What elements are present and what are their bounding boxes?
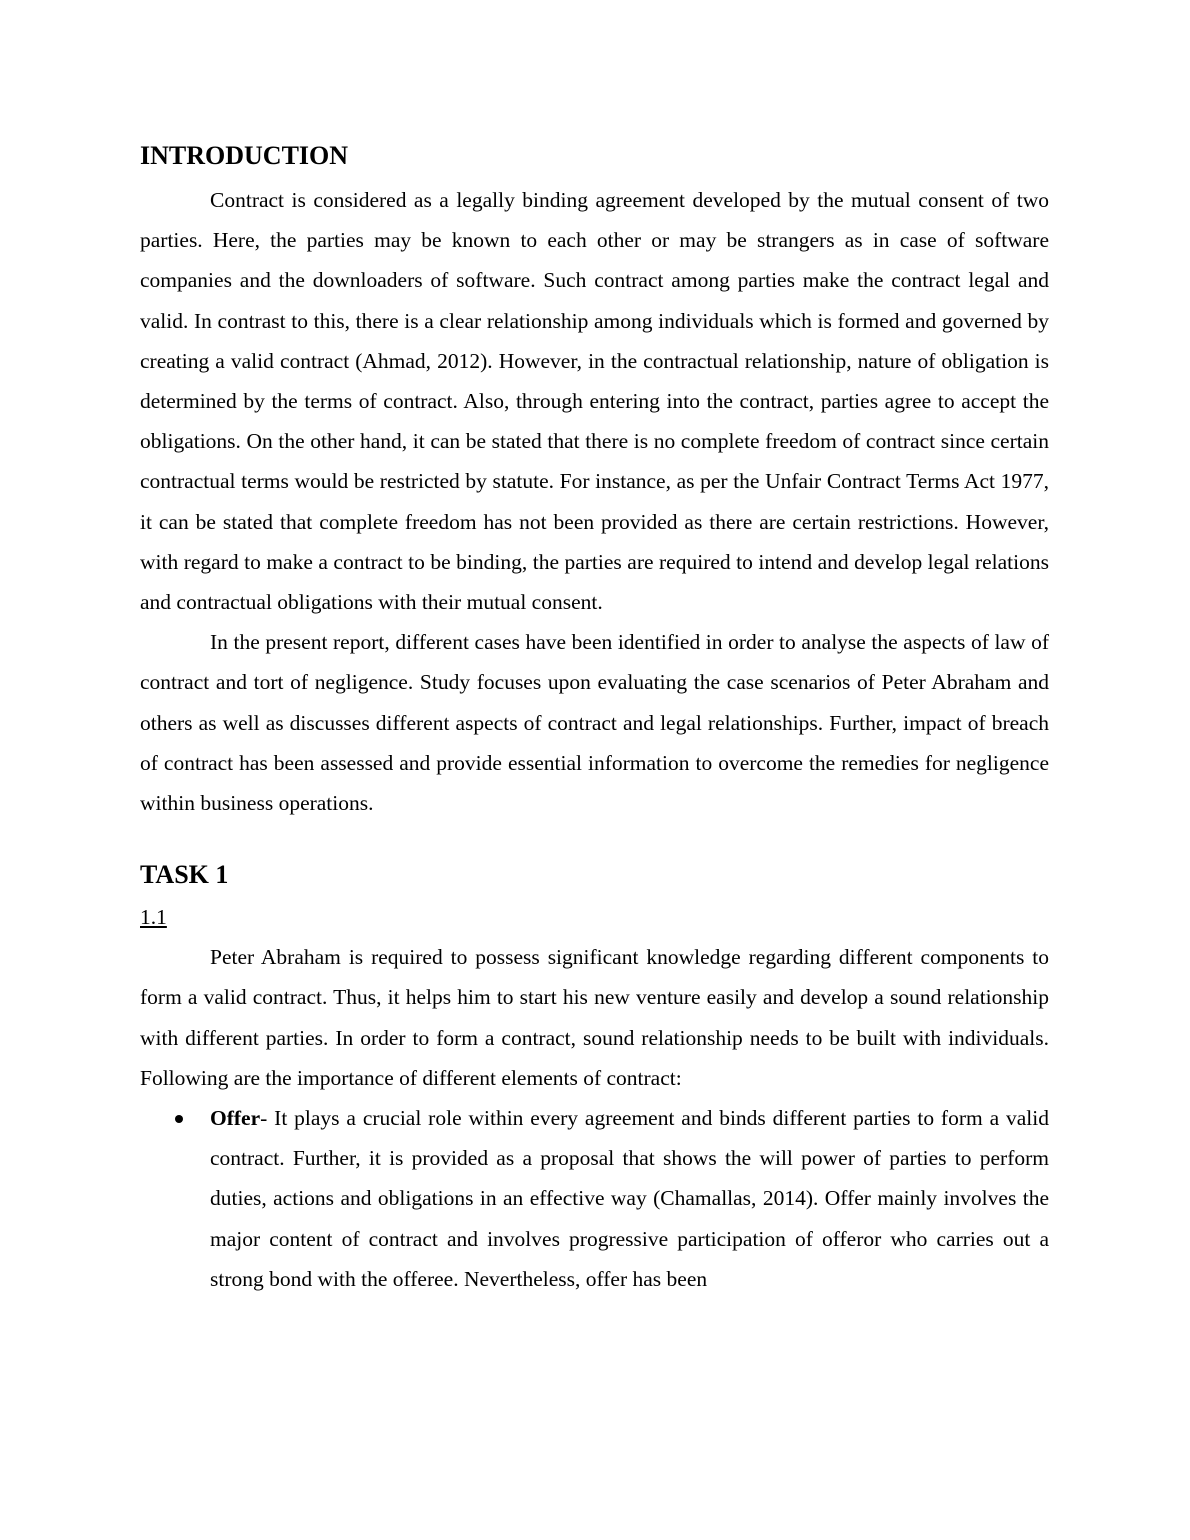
introduction-heading: INTRODUCTION <box>140 141 349 170</box>
bullet-icon <box>175 1115 183 1123</box>
bullet-text-offer: - It plays a crucial role within every agreement and binds different parties to form a valid contract. Further, it is provided as a proposal that shows the will power of parties to perform duties, actions and obligations in an effective way (Chamallas, 2014). Offer mainly involves the major content of contract and involves progressive participation of offeror who carries out a strong bond with the offeree. Nevertheless, offer has been <box>210 1106 1049 1291</box>
task1-heading: TASK 1 <box>140 860 229 890</box>
document-page <box>140 138 1049 1299</box>
bullet-term-offer: Offer <box>210 1106 261 1131</box>
list-item-offer <box>140 1098 1049 1299</box>
introduction-paragraph-2: In the present report, different cases have been identified in order to analyse the aspects of law of contract and tort of negligence. Study focuses upon evaluating the case scenarios of Peter Abraham and others as well as discusses different aspects of contract and legal relationships. Further, impact of breach of contract has been assessed and provide essential information to overcome the remedies for negligence within business operations. <box>140 630 1049 816</box>
task1-paragraph: Peter Abraham is required to possess significant knowledge regarding different components to form a valid contract. Thus, it helps him to start his new venture easily and develop a sound relationship with different parties. In order to form a contract, sound relationship needs to be built with individuals. Following are the importance of different elements of contract: <box>140 945 1049 1090</box>
introduction-paragraph-1: Contract is considered as a legally binding agreement developed by the mutual consent of two parties. Here, the parties may be known to each other or may be strangers as in case of software companies and the downloaders of software. Such contract among parties make the contract legal and valid. In contrast to this, there is a clear relationship among individuals which is formed and governed by creating a valid contract (Ahmad, 2012). However, in the contractual relationship, nature of obligation is determined by the terms of contract. Also, through entering into the contract, parties agree to accept the obligations. On the other hand, it can be stated that there is no complete freedom of contract since certain contractual terms would be restricted by statute. For instance, as per the Unfair Contract Terms Act 1977, it can be stated that complete freedom has not been provided as there are certain restrictions. However, with regard to make a contract to be binding, the parties are required to intend and develop legal relations and contractual obligations with their mutual consent. <box>140 188 1049 615</box>
elements-of-contract-list <box>140 1098 1049 1299</box>
section-1-1-heading: 1.1 <box>140 905 167 930</box>
